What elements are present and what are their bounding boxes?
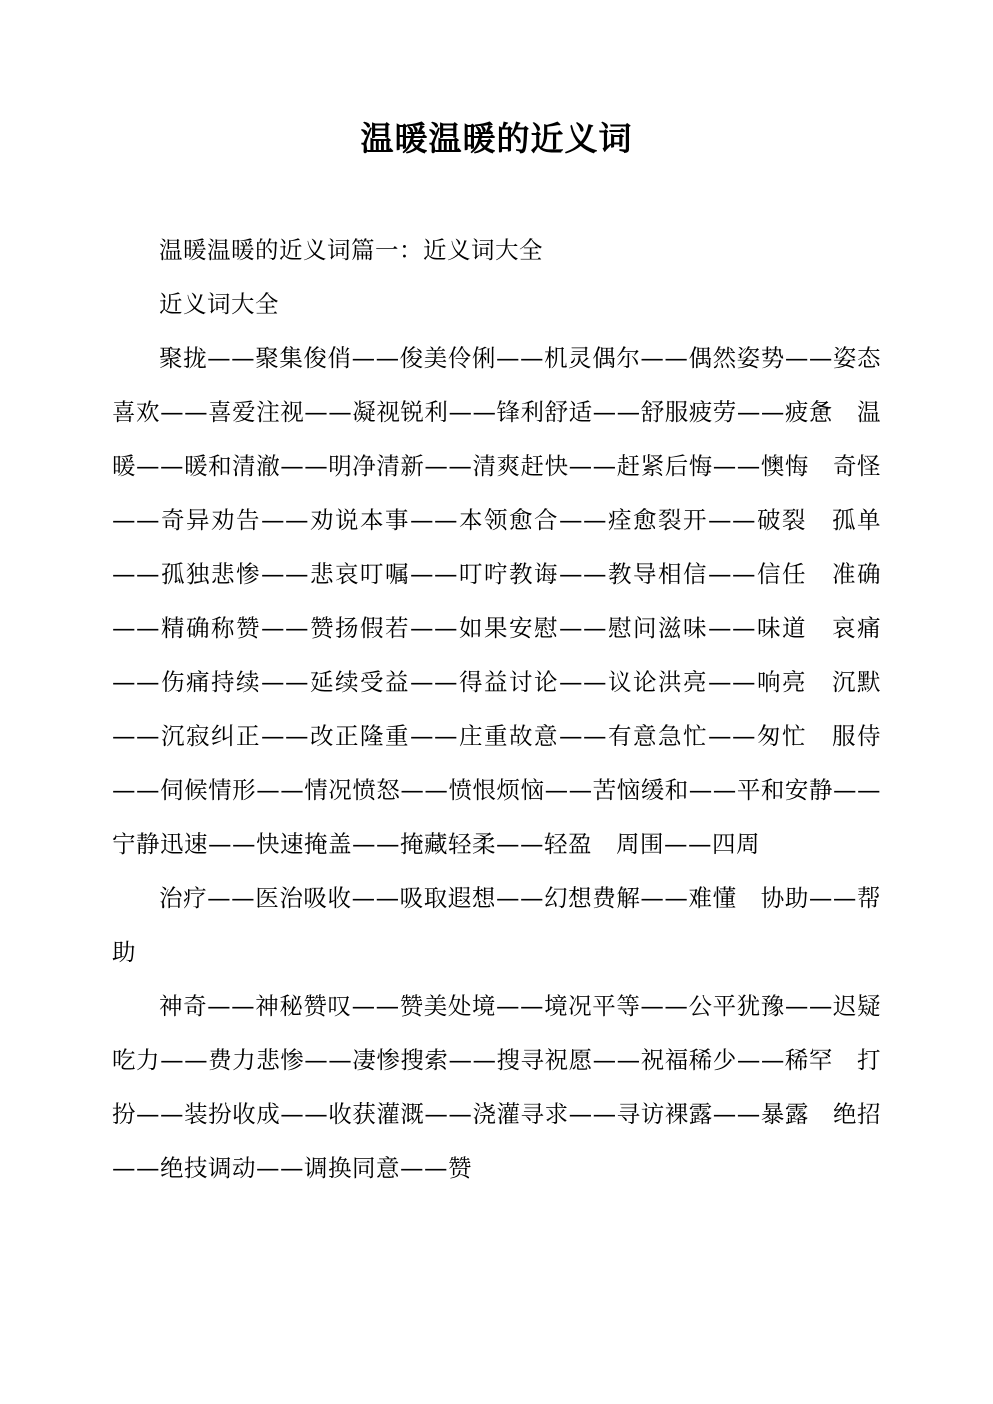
- page-title: 温暖温暖的近义词: [360, 119, 633, 158]
- paragraph: 温暖温暖的近义词篇一：近义词大全: [159, 235, 543, 264]
- paragraph: 近义词大全: [159, 289, 279, 318]
- paragraph: 聚拢——聚集俊俏——俊美伶俐——机灵偶尔——偶然姿势——姿态 喜欢——喜爱注视——凝视锐利——锋利舒适——舒服疲劳——疲惫 温暖——暖和清澈——明净清新——清爽赶快——赶紧后悔——懊悔 奇怪——奇异劝告——劝说本事——本领愈合——痊愈裂开——破裂 孤单——孤独悲惨——悲哀叮嘱——叮咛教诲——教导相信——信任 准确——精确称赞——赞扬假若——如果安慰——慰问滋味——味道 哀痛——伤痛持续——延续受益——得益讨论——议论洪亮——响亮 沉默——沉寂纠正——改正隆重——庄重故意——有意急忙——匆忙 服侍——伺候情形——情况愤怒——愤恨烦恼——苦恼缓和——平和安静——宁静迅速——快速掩盖——掩藏轻柔——轻盈 周围——四周: [112, 343, 905, 858]
- paragraph: 治疗——医治吸收——吸取遐想——幻想费解——难懂 协助——帮助: [112, 883, 881, 966]
- document-body: [112, 223, 905, 1195]
- paragraph: 神奇——神秘赞叹——赞美处境——境况平等——公平犹豫——迟疑 吃力——费力悲惨——凄惨搜索——搜寻祝愿——祝福稀少——稀罕 打扮——装扮收成——收获灌溉——浇灌寻求——寻访裸露——暴露 绝招——绝技调动——调换同意——赞: [112, 991, 905, 1182]
